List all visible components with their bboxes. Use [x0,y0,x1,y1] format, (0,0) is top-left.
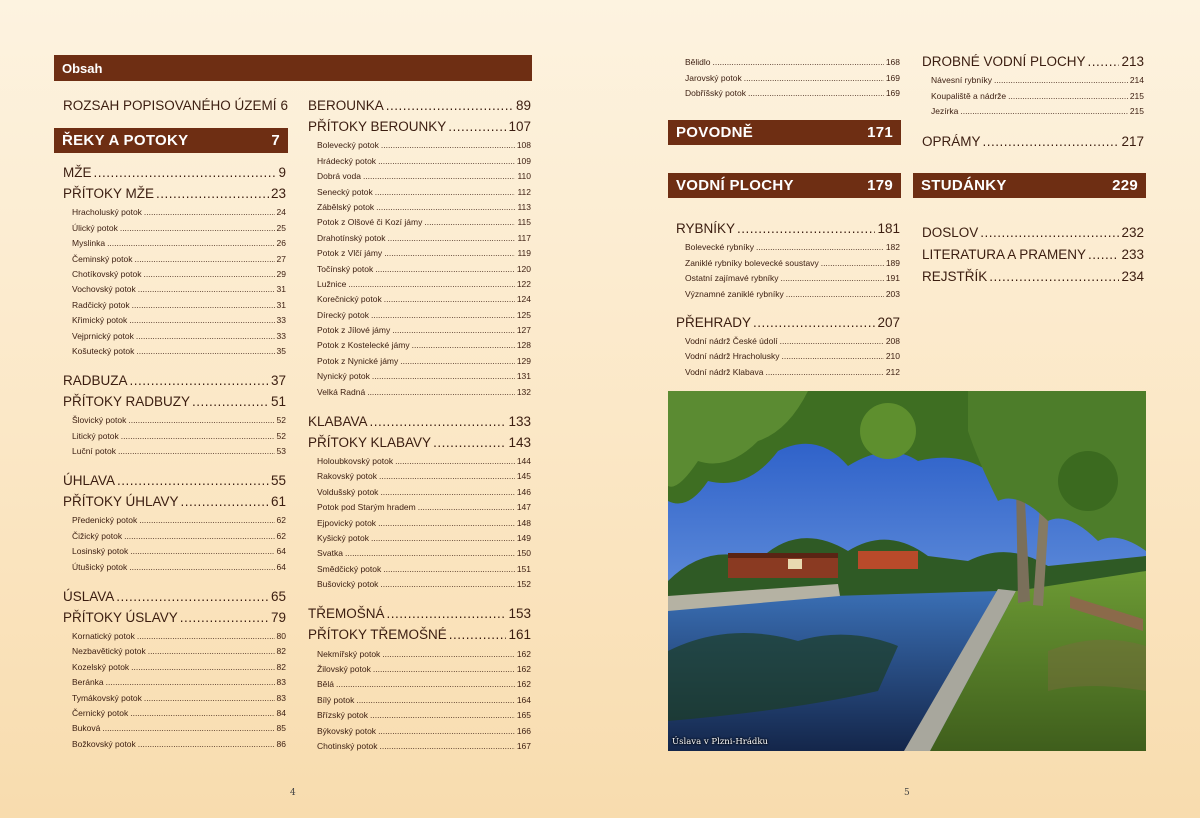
toc-subentry[interactable]: Hrádecký potok ..... 109 [308,150,531,165]
toc-subentry[interactable]: Břízský potok ..... 165 [308,705,531,720]
toc-subentry[interactable]: Tymákovský potok ..... 83 [63,687,286,702]
entry-label: PŘÍTOKY TŘEMOŠNÉ [308,627,447,643]
toc-subentry[interactable]: Křimický potok ..... 33 [63,310,286,325]
toc-subentry[interactable]: Černický potok ..... 84 [63,703,286,718]
toc-subentry[interactable]: Jarovský potok ..... 169 [676,67,900,82]
entry-page: 61 [270,494,286,510]
toc-subentry[interactable]: Býkovský potok ..... 166 [308,720,531,735]
entry-label: PŘÍTOKY MŽE [63,186,155,201]
photo-illustration [668,391,1146,751]
toc-subentry[interactable]: Zábělský potok ..... 113 [308,197,531,212]
toc-subentry[interactable]: Šlovický potok ..... 52 [63,410,286,425]
toc-entry[interactable] [922,52,1144,70]
toc-subentry[interactable]: Svatka ..... 150 [308,543,531,558]
toc-entry[interactable] [63,608,286,626]
entry-page: 207 [877,314,900,330]
entry-page: 9 [278,165,286,180]
photo-caption: Úslava v Plzni-Hrádku [672,737,768,747]
toc-subentry[interactable]: Koupaliště a nádrže ..... 215 [922,85,1144,100]
section-page: 179 [867,177,893,194]
toc-subentry[interactable]: Čeminský potok ..... 27 [63,248,286,263]
entry-label: ROZSAH POPISOVANÉHO ÚZEMÍ [63,98,277,113]
toc-column-4-top [922,52,1144,116]
toc-subentry[interactable]: Hracholuský potok ..... 24 [63,202,286,217]
page-number-left: 4 [290,788,296,798]
toc-subentry[interactable]: Úlický potok ..... 25 [63,217,286,232]
toc-subentry[interactable]: Ejpovický potok ..... 148 [308,512,531,527]
toc-subentry[interactable]: Košutecký potok ..... 35 [63,341,286,356]
toc-subentry[interactable]: Vejprnický potok ..... 33 [63,325,286,340]
entry-page: 37 [270,372,286,388]
entry-page: 213 [1121,54,1144,69]
toc-entry[interactable] [63,392,286,410]
toc-subentry[interactable]: Bolevecké rybníky ..... 182 [676,237,900,252]
entry-label: TŘEMOŠNÁ [308,606,385,622]
landscape-photo [668,391,1146,751]
toc-subentry[interactable]: Losinský potok ..... 64 [63,541,286,556]
toc-column-3-top [676,52,900,98]
toc-subentry[interactable]: Voldušský potok ..... 146 [308,481,531,496]
toc-entry[interactable] [63,163,286,181]
entry-page: 143 [508,434,531,450]
toc-subentry[interactable]: Dobrá voda ..... 110 [308,166,531,181]
toc-subentry[interactable]: Vodní nádrž České údolí ..... 208 [676,331,900,346]
toc-subentry[interactable]: Myslinka ..... 26 [63,233,286,248]
entry-label: KLABAVA [308,413,368,429]
toc-subentry[interactable]: Korečnický potok ..... 124 [308,289,531,304]
entry-page: 6 [280,98,289,113]
entry-label: BEROUNKA [308,98,384,113]
toc-subentry[interactable]: Božkovský potok ..... 86 [63,733,286,748]
toc-subentry[interactable]: Čižický potok ..... 62 [63,525,286,540]
entry-label: PŘÍTOKY RADBUZY [63,393,191,409]
entry-page: 133 [508,413,531,429]
toc-entry[interactable] [922,132,1144,150]
toc-subentry[interactable]: Žilovský potok ..... 162 [308,659,531,674]
toc-subentry[interactable]: Kornatický potok ..... 80 [63,626,286,641]
entry-label: PŘÍTOKY BEROUNKY [308,119,447,134]
entry-page: 153 [508,606,531,622]
toc-subentry[interactable]: Litický potok ..... 52 [63,425,286,440]
toc-entry[interactable] [308,604,531,622]
section-page: 171 [867,124,893,141]
section-title: VODNÍ PLOCHY [676,177,794,194]
toc-subentry[interactable]: Bolevecký potok ..... 108 [308,135,531,150]
toc-entry[interactable] [308,117,531,135]
toc-subentry[interactable]: Chotinský potok ..... 167 [308,736,531,751]
entry-label: PŘEHRADY [676,314,752,330]
toc-entry[interactable] [63,471,286,489]
contents-header [54,55,532,81]
entry-label: PŘÍTOKY ÚSLAVY [63,609,178,625]
toc-subentry[interactable]: Beránka ..... 83 [63,672,286,687]
toc-entry[interactable] [63,371,286,389]
section-bar-reky[interactable] [54,128,288,153]
section-bar-studanky[interactable] [913,173,1146,198]
toc-entry[interactable] [308,96,531,114]
toc-entry[interactable] [922,263,1144,285]
toc-subentry[interactable]: Luční potok ..... 53 [63,441,286,456]
toc-subentry[interactable]: Kozelský potok ..... 82 [63,656,286,671]
toc-subentry[interactable]: Potok z Vlčí jámy ..... 119 [308,243,531,258]
entry-label: ÚHLAVA [63,473,116,489]
entry-label: REJSTŘÍK [922,269,988,284]
toc-subentry[interactable]: Ostatní zajímavé rybníky ..... 191 [676,268,900,283]
toc-subentry[interactable]: Kyšický potok ..... 149 [308,528,531,543]
toc-subentry[interactable]: Zaniklé rybníky bolevecké soustavy ..... 189 [676,252,900,267]
entry-label: RADBUZA [63,372,128,388]
entry-label: OPRÁMY [922,134,981,149]
entry-page: 65 [270,588,286,604]
entry-page: 55 [270,473,286,489]
toc-subentry[interactable]: Potok z Nynické jámy ..... 129 [308,350,531,365]
toc-column-2 [308,96,531,751]
toc-entry[interactable] [308,412,531,430]
entry-page: 233 [1121,247,1144,262]
toc-subentry[interactable]: Potok z Jílové jámy ..... 127 [308,320,531,335]
toc-subentry[interactable]: Nynický potok ..... 131 [308,366,531,381]
toc-subentry[interactable]: Významné zaniklé rybníky ..... 203 [676,283,900,298]
entry-label: MŽE [63,165,92,180]
toc-subentry[interactable]: Lužnice ..... 122 [308,274,531,289]
page-number-right: 5 [904,788,910,798]
toc-subentry[interactable]: Velká Radná ..... 132 [308,381,531,396]
entry-page: 107 [508,119,531,134]
toc-subentry[interactable]: Senecký potok ..... 112 [308,181,531,196]
entry-label: PŘÍTOKY ÚHLAVY [63,494,179,510]
section-page: 7 [271,132,280,149]
entry-page: 234 [1121,269,1144,284]
toc-entry[interactable] [676,219,900,237]
toc-subentry[interactable]: Vochovský potok ..... 31 [63,279,286,294]
section-title: STUDÁNKY [921,177,1007,194]
entry-label: RYBNÍKY [676,221,736,236]
toc-subentry[interactable]: Vodní nádrž Hracholusky ..... 210 [676,346,900,361]
entry-label: ÚSLAVA [63,588,115,604]
toc-subentry[interactable]: Smědčický potok ..... 151 [308,558,531,573]
toc-subentry[interactable]: Holoubkovský potok ..... 144 [308,451,531,466]
toc-subentry[interactable]: Potok z Kostelecké jámy ..... 128 [308,335,531,350]
toc-entry[interactable] [308,625,531,643]
toc-subentry[interactable]: Radčický potok ..... 31 [63,294,286,309]
toc-column-1-list [63,163,286,749]
entry-label: PŘÍTOKY KLABAVY [308,434,432,450]
entry-label: LITERATURA A PRAMENY [922,247,1087,262]
section-bar-povodne[interactable] [668,120,901,145]
toc-subentry[interactable]: Rakovský potok ..... 145 [308,466,531,481]
section-title: POVODNĚ [676,124,754,141]
entry-page: 89 [515,98,531,113]
toc-subentry[interactable]: Dobříšský potok ..... 169 [676,83,900,98]
entry-page: 23 [270,186,286,201]
toc-subentry[interactable]: Bušovický potok ..... 152 [308,574,531,589]
toc-subentry[interactable]: Potok z Olšové či Kozí jámy ..... 115 [308,212,531,227]
entry-page: 51 [270,393,286,409]
contents-title: Obsah [62,60,103,76]
toc-entry[interactable] [63,96,289,114]
toc-subentry[interactable]: Chotíkovský potok ..... 29 [63,264,286,279]
toc-subentry[interactable]: Útušický potok ..... 64 [63,556,286,571]
toc-column-4-oprami [922,132,1144,150]
toc-subentry[interactable]: Nezbavětický potok ..... 82 [63,641,286,656]
section-title: ŘEKY A POTOKY [62,132,189,149]
toc-subentry[interactable]: Potok pod Starým hradem ..... 147 [308,497,531,512]
toc-subentry[interactable]: Dírecký potok ..... 125 [308,304,531,319]
toc-column-4-end [922,219,1144,285]
entry-page: 79 [270,609,286,625]
section-bar-vodni-plochy[interactable] [668,173,901,198]
toc-entry[interactable] [63,587,286,605]
toc-subentry[interactable]: Jezírka ..... 215 [922,101,1144,116]
toc-subentry[interactable]: Točínský potok ..... 120 [308,258,531,273]
toc-subentry[interactable]: Vodní nádrž Klabava ..... 212 [676,361,900,376]
toc-entry[interactable] [922,241,1144,263]
toc-subentry[interactable]: Bělidlo ..... 168 [676,52,900,67]
toc-entry[interactable] [63,184,286,202]
section-page: 229 [1112,177,1138,194]
toc-subentry[interactable]: Návesní rybníky ..... 214 [922,70,1144,85]
toc-subentry[interactable]: Nekmířský potok ..... 162 [308,643,531,658]
toc-entry[interactable] [308,433,531,451]
toc-subentry[interactable]: Bělá ..... 162 [308,674,531,689]
entry-label: DOSLOV [922,225,979,240]
entry-page: 161 [508,627,531,643]
toc-entry[interactable] [922,219,1144,241]
toc-subentry[interactable]: Drahotínský potok ..... 117 [308,227,531,242]
toc-column-3-list [676,219,900,377]
entry-page: 232 [1121,225,1144,240]
entry-page: 181 [877,221,900,236]
toc-subentry[interactable]: Předenický potok ..... 62 [63,510,286,525]
toc-subentry[interactable]: Bílý potok ..... 164 [308,689,531,704]
toc-column-1 [63,96,289,114]
toc-entry[interactable] [63,492,286,510]
entry-page: 217 [1121,134,1144,149]
entry-label: DROBNÉ VODNÍ PLOCHY [922,54,1086,69]
toc-entry[interactable] [676,313,900,331]
toc-subentry[interactable]: Buková ..... 85 [63,718,286,733]
